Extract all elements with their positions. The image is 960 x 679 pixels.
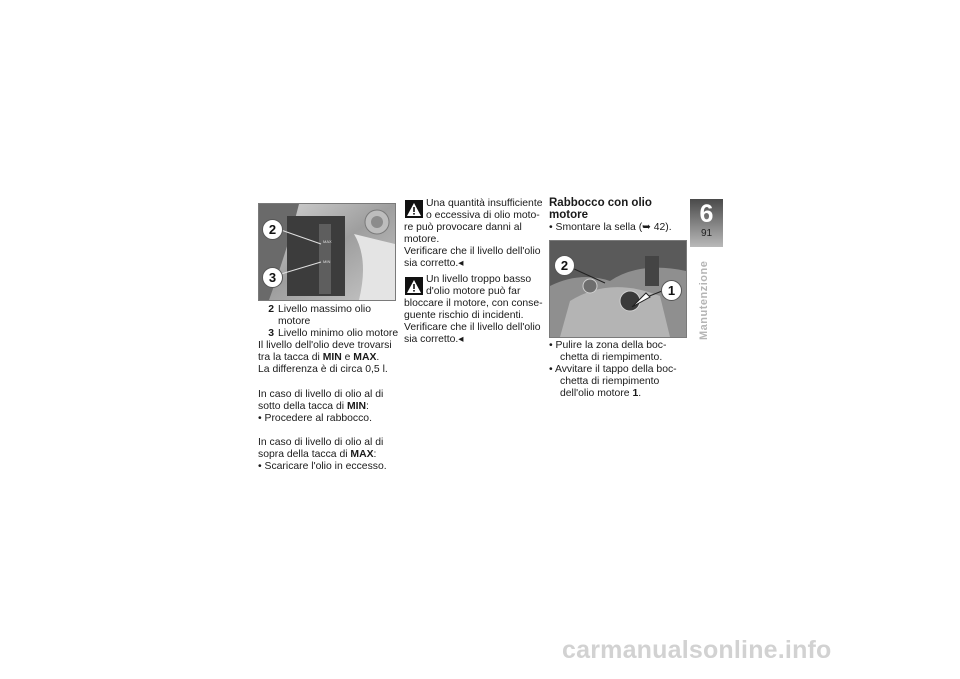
paragraph-text: Il livello dell'olio deve trovarsi bbox=[258, 340, 392, 351]
warning-text: Una quantità insufficiente bbox=[426, 198, 543, 209]
section-label: Manutenzione bbox=[698, 260, 710, 340]
max-mark: MAX bbox=[323, 239, 332, 244]
chapter-tab bbox=[690, 199, 723, 247]
warning-triangle-icon bbox=[405, 277, 423, 295]
legend-item-3 bbox=[258, 328, 398, 341]
step-item: chetta di riempimento bbox=[560, 376, 660, 387]
watermark: carmanualsonline.info bbox=[562, 636, 832, 664]
min-mark: MIN bbox=[323, 259, 331, 264]
bullet-item: • Procedere al rabbocco. bbox=[258, 413, 372, 424]
step-item: • Avvitare il tappo della boc- bbox=[549, 364, 677, 375]
callout-3: 3 bbox=[262, 267, 283, 288]
legend-num: 3 bbox=[268, 328, 274, 339]
warning-text: motore. bbox=[404, 234, 440, 245]
callout-2: 2 bbox=[262, 219, 283, 240]
step-item: chetta di riempimento. bbox=[560, 352, 663, 363]
paragraph-text: tra la tacca di MIN e MAX. bbox=[258, 352, 380, 363]
step-item: • Smontare la sella (➥ 42). bbox=[549, 222, 672, 233]
paragraph-text: In caso di livello di olio al di bbox=[258, 389, 384, 400]
callout-1: 1 bbox=[661, 280, 682, 301]
warning-text: o eccessiva di olio moto- bbox=[426, 210, 540, 221]
oil-level-photo bbox=[258, 203, 396, 301]
legend-num: 2 bbox=[268, 304, 274, 315]
warning-text: Un livello troppo basso bbox=[426, 274, 532, 285]
warning-text: Verificare che il livello dell'olio bbox=[404, 322, 541, 333]
section-heading: Rabbocco con olio bbox=[549, 197, 652, 209]
page-number: 91 bbox=[700, 228, 713, 239]
oil-level-illustration bbox=[259, 204, 395, 300]
warning-triangle-icon bbox=[405, 200, 423, 218]
step-item: • Pulire la zona della boc- bbox=[549, 340, 667, 351]
paragraph-text: sopra della tacca di MAX: bbox=[258, 449, 377, 460]
step-item: dell'olio motore 1. bbox=[560, 388, 642, 399]
warning-text: Verificare che il livello dell'olio bbox=[404, 246, 541, 257]
callout-2: 2 bbox=[554, 255, 575, 276]
warning-text: bloccare il motore, con conse- bbox=[404, 298, 543, 309]
legend-item-2-cont: motore bbox=[278, 316, 311, 327]
bullet-item: • Scaricare l'olio in eccesso. bbox=[258, 461, 387, 472]
legend-item-2 bbox=[258, 304, 371, 317]
chapter-number: 6 bbox=[699, 200, 714, 228]
warning-text: re può provocare danni al bbox=[404, 222, 522, 233]
paragraph-text: In caso di livello di olio al di bbox=[258, 437, 384, 448]
warning-text: guente rischio di incidenti. bbox=[404, 310, 524, 321]
paragraph-text: La differenza è di circa 0,5 l. bbox=[258, 364, 388, 375]
warning-text: sia corretto.◂ bbox=[404, 258, 464, 269]
legend-text: Livello massimo olio bbox=[278, 304, 371, 315]
legend-text: Livello minimo olio motore bbox=[278, 328, 399, 339]
warning-text: sia corretto.◂ bbox=[404, 334, 464, 345]
oil-filler-photo bbox=[549, 240, 687, 338]
section-heading: motore bbox=[549, 209, 588, 221]
warning-text: d'olio motore può far bbox=[426, 286, 521, 297]
paragraph-text: sotto della tacca di MIN: bbox=[258, 401, 369, 412]
